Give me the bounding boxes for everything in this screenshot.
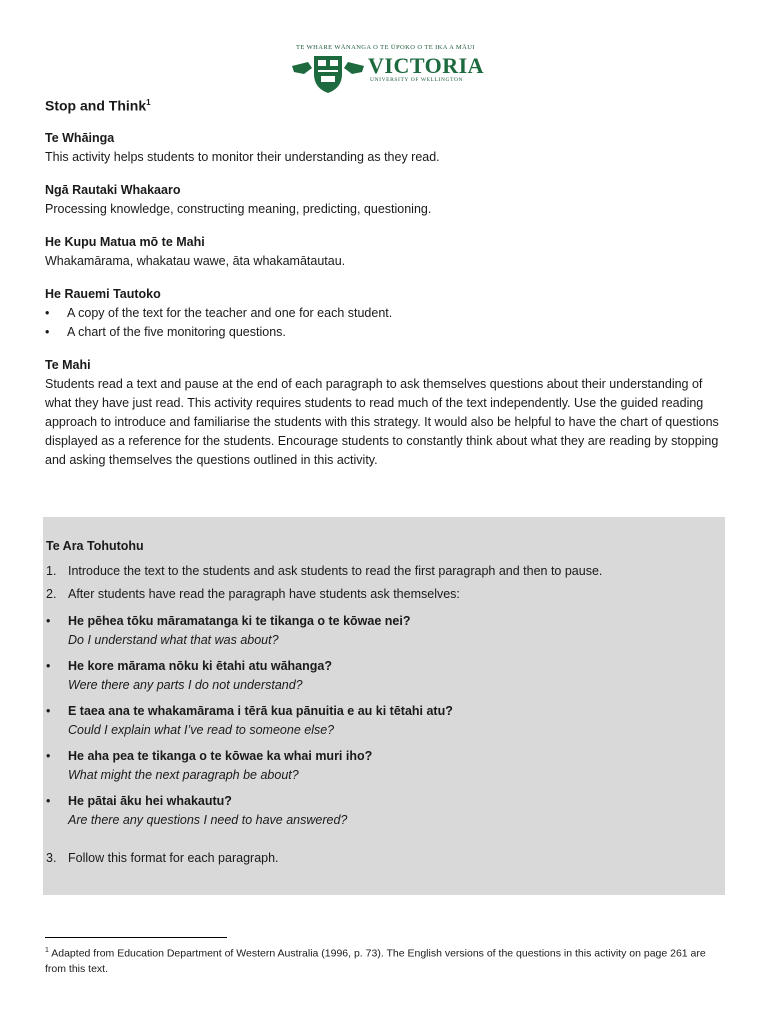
step-item: [46, 562, 716, 581]
step-text: After students have read the paragraph have students ask themselves:: [68, 587, 460, 601]
question-english: Are there any questions I need to have answered?: [68, 812, 348, 827]
question-item: [46, 747, 716, 784]
question-maori: • E taea ana te whakamārama i tērā kua pānuitia e au ki tētahi atu?: [68, 704, 453, 718]
step-number: 1.: [46, 564, 57, 578]
question-item: [46, 657, 716, 694]
footnote: [45, 943, 725, 977]
page-title: Stop and Think$^1$: [45, 97, 151, 114]
section-kupu: [45, 233, 730, 271]
list-item: • A copy of the text for the teacher and one for each student.: [45, 304, 730, 323]
section-mahi: [45, 356, 730, 470]
resource-list: [45, 304, 730, 342]
section-text: Whakamārama, whakatau wawe, āta whakamātautau.: [45, 253, 346, 268]
footnote-mark: 1: [45, 947, 49, 954]
question-english: Could I explain what I’ve read to someone else?: [68, 722, 335, 737]
logo-tagline: TE WHARE WĀNANGA O TE ŪPOKO O TE IKA A MĀUI: [296, 44, 475, 51]
question-english: Were there any parts I do not understand?: [68, 677, 303, 692]
list-item: • A chart of the five monitoring questions.: [45, 323, 730, 342]
section-heading: Ngā Rautaki Whakaaro: [45, 182, 181, 197]
section-heading: He Rauemi Tautoko: [45, 286, 161, 301]
document-body: [45, 94, 730, 484]
step-item: [46, 849, 716, 868]
crest-icon: [290, 52, 366, 94]
section-rautaki: [45, 181, 730, 219]
logo-wordmark: VICTORIA: [368, 53, 485, 78]
section-rauemi: [45, 285, 730, 342]
question-english: Do I understand what that was about?: [68, 632, 279, 647]
logo-subtitle: UNIVERSITY OF WELLINGTON: [370, 77, 464, 83]
section-heading: He Kupu Matua mō te Mahi: [45, 234, 205, 249]
section-text: Students read a text and pause at the end of each paragraph to ask themselves questions about their understanding of what they have just read. This activity requires students to read much of the text independently. Use the guided reading approach to introduce and familiarise the students with this strategy. It would also be helpful to have the chart of questions displayed as a reference for the students. Encourage students to constantly think about what they are reading by stopping and asking themselves the questions outlined in this activity.: [45, 376, 719, 467]
university-logo: [290, 44, 485, 96]
step-number: 3.: [46, 851, 57, 865]
step-text: Introduce the text to the students and ask students to read the first paragraph and then to pause.: [68, 564, 603, 578]
section-whainga: [45, 129, 730, 167]
footnote-ref: 1: [146, 98, 151, 107]
question-maori: • He kore mārama nōku ki ētahi atu wāhanga?: [68, 659, 332, 673]
question-item: [46, 792, 716, 829]
question-maori: • He pēhea tōku māramatanga ki te tikanga o te kōwae nei?: [68, 614, 411, 628]
question-maori: • He aha pea te tikanga o te kōwae ka whai muri iho?: [68, 749, 373, 763]
section-heading: Te Whāinga: [45, 130, 115, 145]
instructions-box: [43, 517, 725, 895]
section-text: Processing knowledge, constructing meaning, predicting, questioning.: [45, 201, 432, 216]
section-text: This activity helps students to monitor their understanding as they read.: [45, 149, 440, 164]
step-number: 2.: [46, 587, 57, 601]
question-maori: • He pātai āku hei whakautu?: [68, 794, 232, 808]
footnote-text: Adapted from Education Department of Western Australia (1996, p. 73). The English versions of the questions in this activity on page 261 are from this text.: [45, 947, 706, 975]
footnote-divider: [45, 937, 227, 938]
question-item: [46, 702, 716, 739]
step-item: [46, 585, 716, 604]
question-item: [46, 612, 716, 649]
step-text: Follow this format for each paragraph.: [68, 851, 279, 865]
section-heading: Te Mahi: [45, 357, 91, 372]
box-heading: Te Ara Tohutohu: [46, 539, 144, 553]
question-english: What might the next paragraph be about?: [68, 767, 299, 782]
